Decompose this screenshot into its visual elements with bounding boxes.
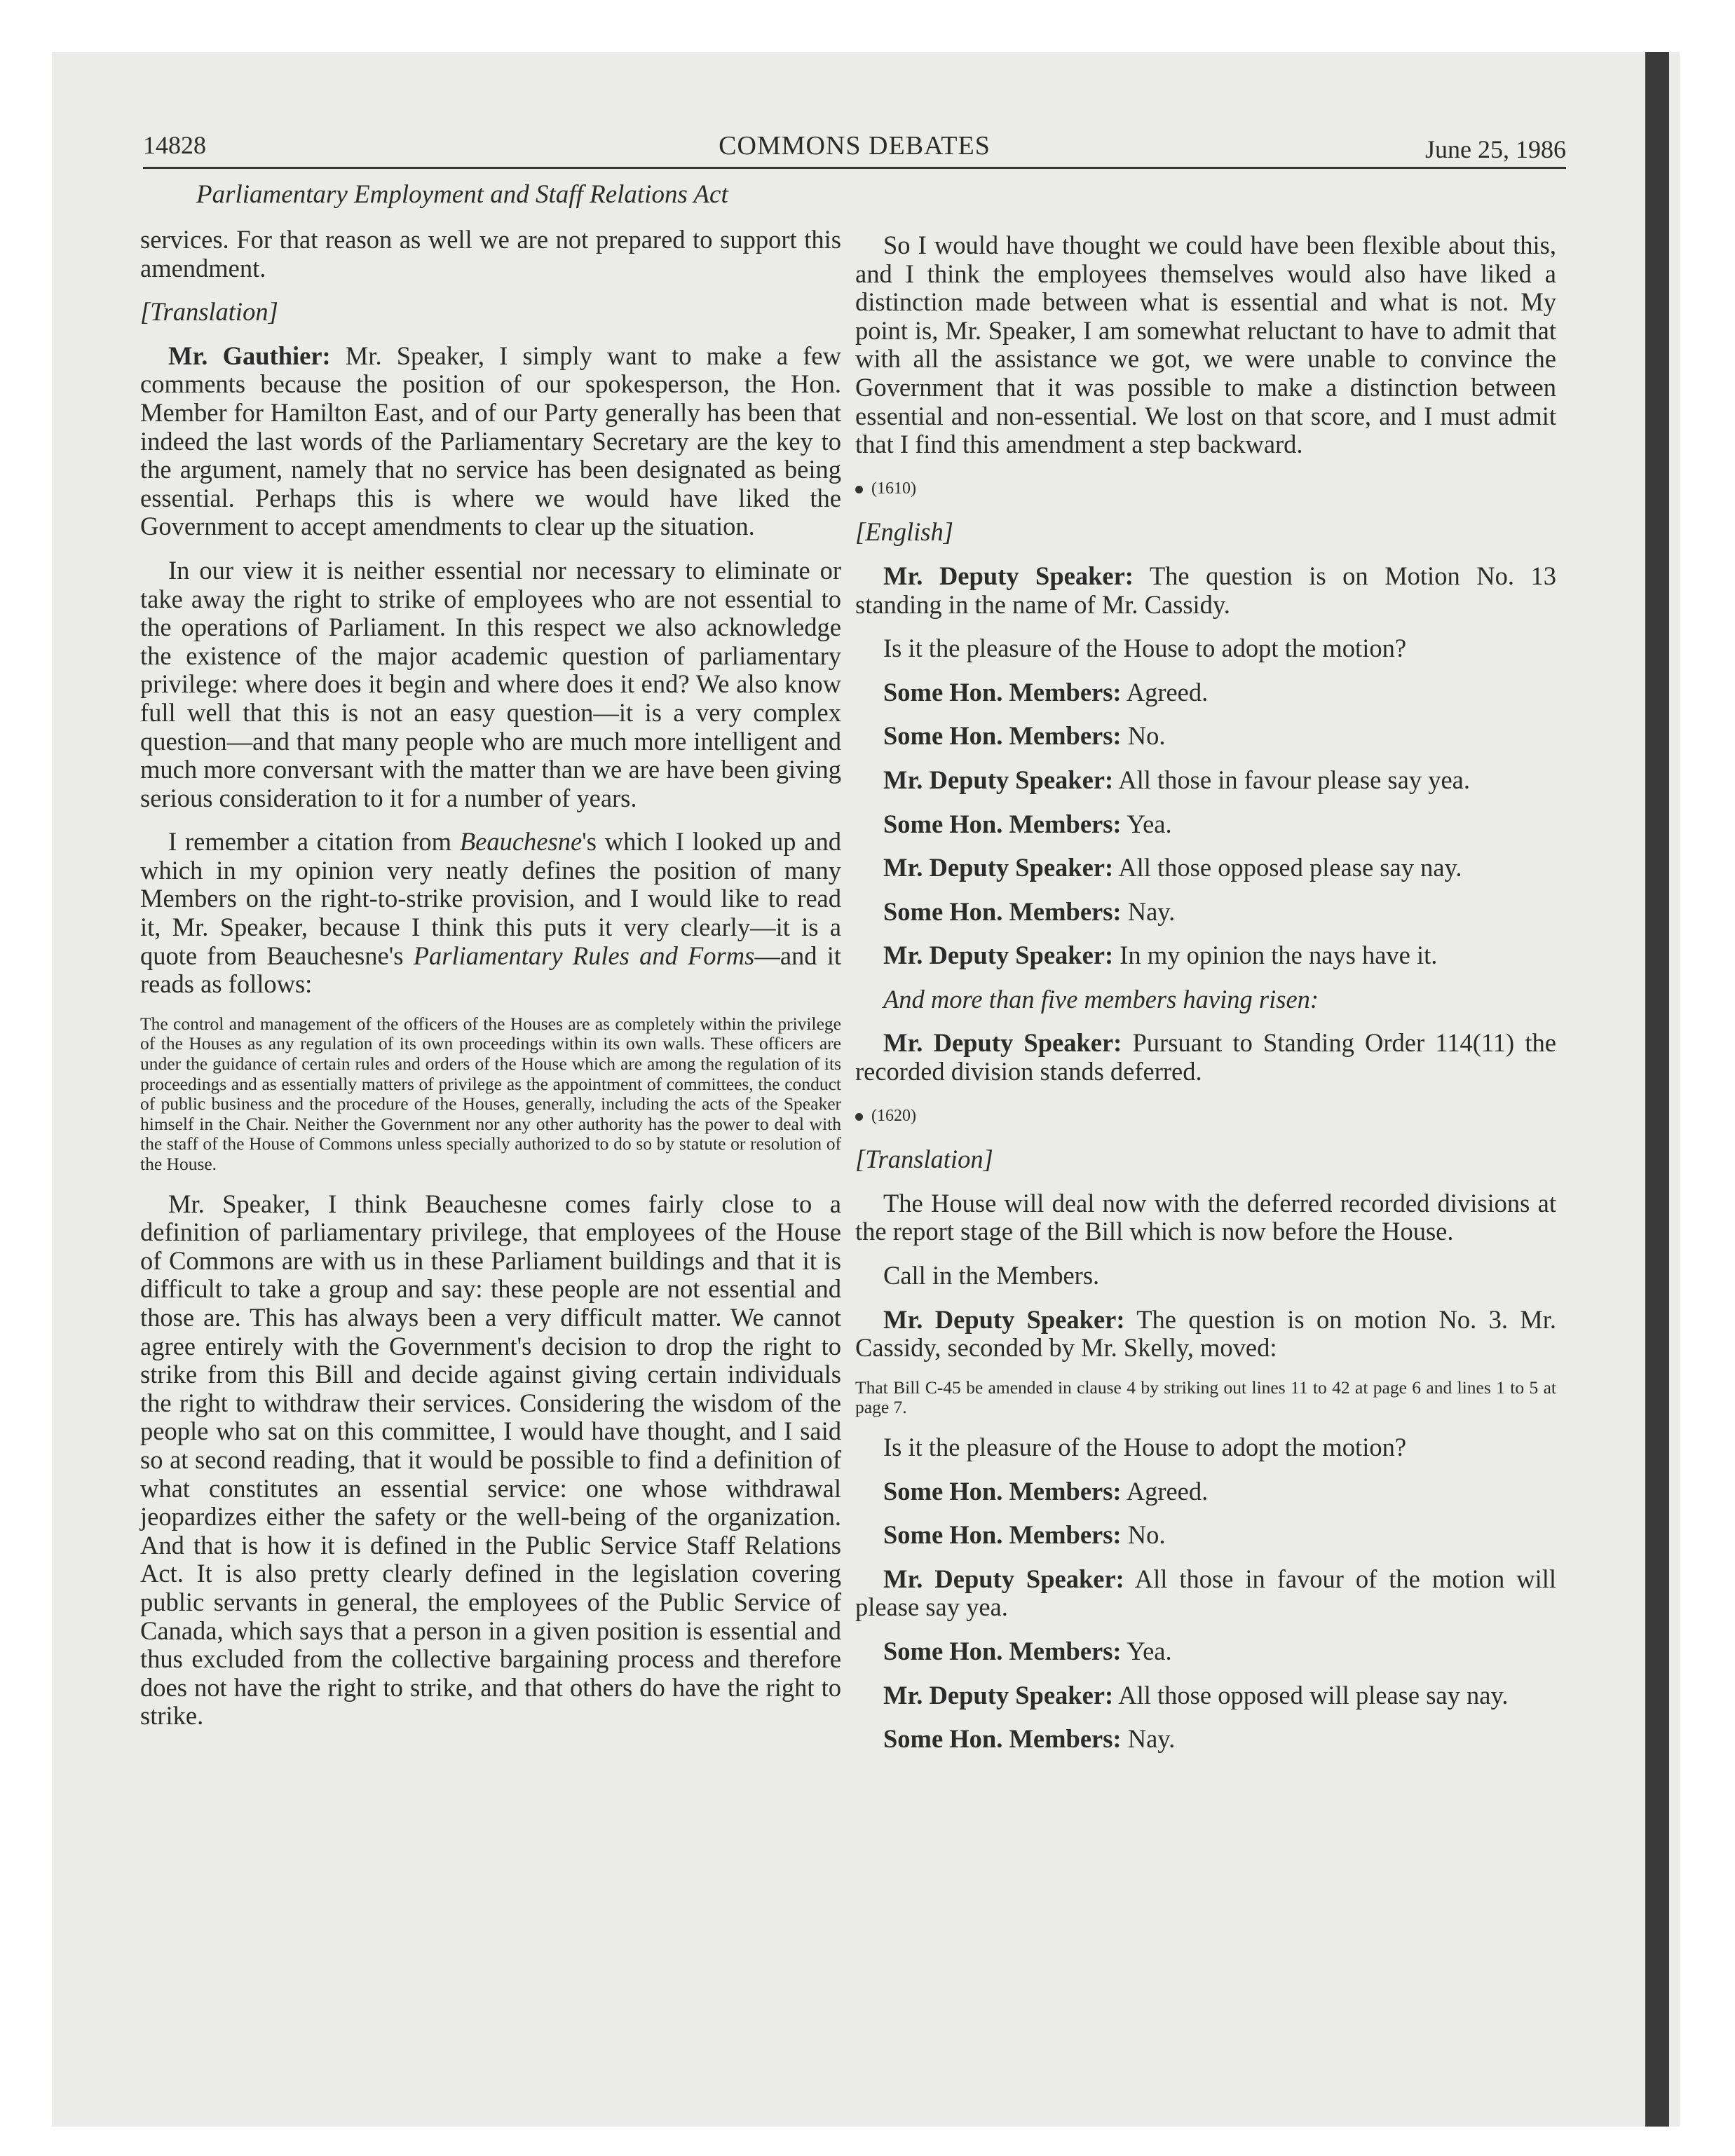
bullet-dot-icon	[855, 486, 863, 493]
speech-text: No.	[1121, 721, 1166, 751]
speech-paragraph	[855, 1681, 1556, 1710]
paragraph: Mr. Speaker, I think Beauchesne comes fairly close to a definition of parliamentary privilege, that employees of the House of Commons are with us in these Parliament buildings and that it is difficult to take a group and say: these people are not essential and those are. This has always been a very difficult matter. We cannot agree entirely with the Government's decision to drop the right to strike from this Bill and decide against giving certain individuals the right to withdraw their services. Considering the wisdom of the people who sat on this committee, I would have thought, and I said so at second reading, that it would be possible to find a definition of what constitutes an essential service: one whose withdrawal jeopardizes either the safety or the well-being of the organization. And that is how it is defined in the Public Service Staff Relations Act. It is also pretty clearly defined in the legislation covering public servants in general, the employees of the Public Service of Canada, which says that a person in a given position is essential and thus excluded from the collective bargaining process and therefore does not have the right to strike, and that others do have the right to strike.	[140, 1189, 841, 1731]
stage-direction: And more than five members having risen:	[883, 984, 1319, 1014]
speaker-name: Mr. Deputy Speaker:	[883, 1680, 1114, 1710]
speech-text: Pursuant to Standing Order 114(11) the recorded division stands deferred.	[855, 1028, 1556, 1086]
language-tag: [English]	[855, 517, 953, 547]
speech-text: Nay.	[1121, 1724, 1176, 1754]
speaker-name: Mr. Gauthier:	[168, 341, 331, 370]
speech-paragraph	[855, 678, 1556, 707]
speech-paragraph	[855, 722, 1556, 751]
time-marker	[855, 1102, 1556, 1131]
language-tag: [Translation]	[140, 297, 278, 327]
speech-paragraph	[855, 941, 1556, 970]
speech-paragraph	[855, 766, 1556, 795]
speech-text: Yea.	[1121, 809, 1172, 838]
speaker-name: Mr. Deputy Speaker:	[883, 853, 1114, 882]
italic-title: Parliamentary Rules and Forms	[413, 941, 755, 970]
page-number: 14828	[143, 131, 206, 159]
speech-paragraph	[855, 562, 1556, 619]
speaker-name: Mr. Deputy Speaker:	[883, 941, 1114, 970]
page-date: June 25, 1986	[1425, 135, 1566, 163]
time-marker	[855, 475, 1556, 503]
text: 's which I looked up and which in my opinion very neatly defines the position of many Members on the right-to-strike provision, and I would like to read it, Mr. Speaker, because I think this puts it very clearly—it is a quote from Beauchesne's	[140, 827, 841, 970]
paragraph: services. For that reason as well we are not prepared to support this amendment.	[140, 225, 841, 282]
speech-paragraph	[855, 1478, 1556, 1506]
speech-text: Nay.	[1121, 896, 1176, 926]
speech-paragraph	[855, 1637, 1556, 1666]
italic-title: Beauchesne	[459, 827, 583, 857]
scan-edge-shadow	[1645, 52, 1669, 2127]
paragraph: The House will deal now with the deferred recorded divisions at the report stage of the Bill which is now before the House.	[855, 1188, 1556, 1246]
speech-paragraph: Is it the pleasure of the House to adopt the motion?	[883, 634, 1407, 663]
speaker-name: Mr. Deputy Speaker:	[883, 561, 1134, 590]
text: —and it reads as follows:	[140, 941, 842, 999]
speech-text: All those in favour of the motion will please say yea.	[855, 1564, 1556, 1622]
text: I remember a citation from	[168, 827, 460, 857]
speaker-name: Mr. Deputy Speaker:	[883, 1304, 1125, 1334]
speech-paragraph	[855, 1029, 1556, 1086]
speaker-name: Some Hon. Members:	[883, 1520, 1122, 1550]
speech-text: Mr. Speaker, I simply want to make a few comments because the position of our spokesperson, the Hon. Member for Hamilton East, and of our Party generally has been that indeed the last words of the Parliamentary Secretary are the key to the argument, namely that no service has been designated as being essential. Perhaps this is where we would have liked the Government to accept amendments to clear up the situation.	[140, 341, 841, 541]
motion-quote: That Bill C-45 be amended in clause 4 by striking out lines 11 to 42 at page 6 and lines 1 to 5 at page 7.	[855, 1377, 1556, 1418]
speech-paragraph	[855, 1565, 1556, 1622]
speaker-name: Mr. Deputy Speaker:	[883, 1564, 1124, 1593]
paragraph: Call in the Members.	[883, 1261, 1100, 1290]
speaker-name: Some Hon. Members:	[883, 896, 1122, 926]
speech-paragraph	[855, 898, 1556, 927]
speaker-name: Some Hon. Members:	[883, 1636, 1122, 1665]
running-title: Parliamentary Employment and Staff Relations Act	[196, 180, 728, 209]
speaker-name: Mr. Deputy Speaker:	[883, 765, 1114, 794]
page-header	[143, 130, 1566, 167]
speech-paragraph	[855, 810, 1556, 839]
speech-text: All those opposed please say nay.	[1113, 853, 1462, 882]
speech-paragraph	[855, 1725, 1556, 1754]
speech-text: Agreed.	[1121, 1476, 1209, 1506]
speaker-name: Some Hon. Members:	[883, 809, 1122, 838]
time-stamp: (1610)	[871, 479, 916, 498]
speech-text: All those opposed will please say nay.	[1113, 1680, 1509, 1710]
speech-paragraph	[855, 1306, 1556, 1363]
paragraph	[140, 828, 841, 999]
left-column	[140, 226, 841, 1746]
speech-text: No.	[1121, 1520, 1166, 1550]
block-quote: The control and management of the officers of the Houses are as completely within the privilege of the Houses as any regulation of its own proceedings within its own walls. These officers are under the guidance of certain rules and orders of the House which are among the regulation of its proceedings and as essentially matters of privilege as the appointment of committees, the conduct of public business and the procedure of the Houses, generally, including the acts of the Speaker himself in the Chair. Neither the Government nor any other authority has the power to deal with the staff of the House of Commons unless specially authorized to do so by statute or resolution of the House.	[140, 1013, 841, 1174]
time-stamp: (1620)	[871, 1106, 916, 1125]
speaker-name: Mr. Deputy Speaker:	[883, 1028, 1122, 1058]
speaker-name: Some Hon. Members:	[883, 1724, 1122, 1754]
paragraph: In our view it is neither essential nor necessary to eliminate or take away the right to strike of employees who are not essential to the operations of Parliament. In this respect we also acknowledge the existence of the major academic question of parliamentary privilege: where does it begin and where does it end? We also know full well that this is not an easy question—it is a very complex question—and that many people who are much more intelligent and much more conversant with the matter than we are have been giving serious consideration to it for a number of years.	[140, 555, 841, 812]
speaker-name: Some Hon. Members:	[883, 1476, 1122, 1506]
speech-paragraph: Is it the pleasure of the House to adopt the motion?	[883, 1433, 1407, 1461]
speech-paragraph	[855, 1521, 1556, 1550]
journal-title: COMMONS DEBATES	[719, 131, 991, 161]
bullet-dot-icon	[855, 1113, 863, 1121]
language-tag: [Translation]	[855, 1145, 993, 1174]
speech-paragraph	[140, 342, 841, 541]
speech-paragraph	[855, 854, 1556, 882]
speech-text: Yea.	[1121, 1636, 1172, 1665]
speech-text: Agreed.	[1121, 677, 1209, 707]
speech-text: The question is on Motion No. 13 standing in the name of Mr. Cassidy.	[855, 561, 1556, 619]
speech-text: All those in favour please say yea.	[1113, 765, 1470, 794]
speech-text: The question is on motion No. 3. Mr. Cassidy, seconded by Mr. Skelly, moved:	[855, 1304, 1556, 1363]
paragraph: So I would have thought we could have been flexible about this, and I think the employees themselves would also have liked a distinction made between what is essential and what is not. My point is, Mr. Speaker, I am somewhat reluctant to have to admit that with all the assistance we got, we were unable to convince the Government that it was possible to make a distinction between essential and non-essential. We lost on that score, and I must admit that I find this amendment a step backward.	[855, 231, 1556, 459]
right-column	[855, 231, 1556, 1769]
speech-text: In my opinion the nays have it.	[1113, 941, 1438, 970]
speaker-name: Some Hon. Members:	[883, 721, 1122, 751]
header-rule	[143, 167, 1566, 169]
speaker-name: Some Hon. Members:	[883, 677, 1122, 707]
